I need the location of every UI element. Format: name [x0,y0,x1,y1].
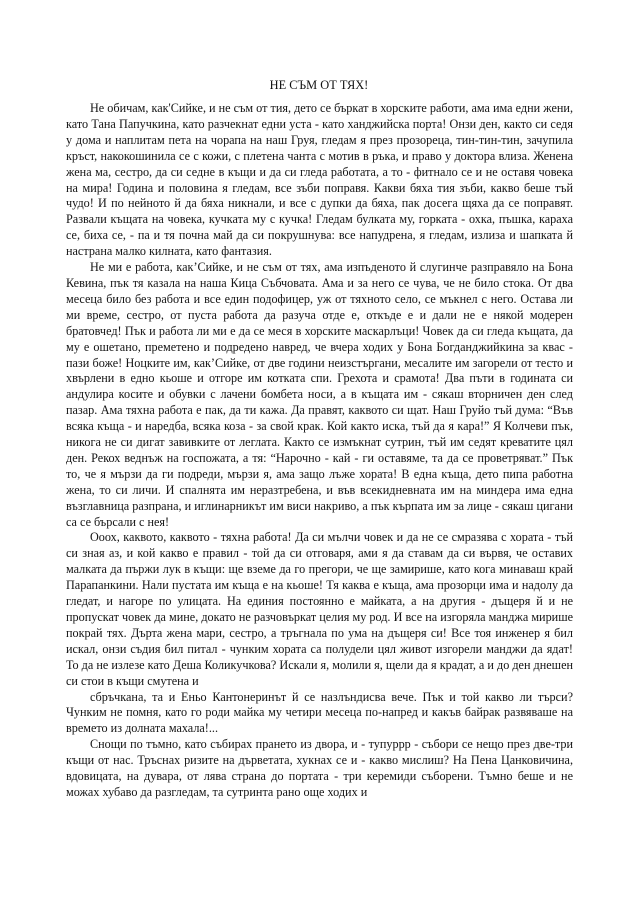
paragraph-4: сбръчкана, та и Еньо Кантонеринът й се назлъндисва вече. Пък и той какво ли търси? Чунким не помня, като го роди майка му четири месеца по-напред и какъв байрак развяваше на времето из долната махала!... [66,689,573,736]
paragraph-1: Не обичам, как'Сийке, и не съм от тия, дето се бъркат в хорските работи, ама има едни жени, като Тана Папучкина, като разчекнат едни уста - като ханджийска порта! Онзи ден, както си седя у дома и наплитам пета на чорапа на наш Груя, гледам я през прозореца, тин-тин-тин, зачупила кръст, накокошинила се с кожи, с плетена чанта с мотив в ръка, и право у доктора влиза. Женена жена ма, сестро, да си седне в къщи и да си гледа работата, а то - фитнало се и не оставя човека на мира! Година и половина я гледам, все зъби поправя. Какви бяха тия зъби, какво беше тъй чудо! И по нейното й да бяха никнали, и все с дупки да бяха, пак досега щяха да се поправят. Развали къщата на човека, кучката му с кучка! Гледам булката му, горката - охка, пъшка, караха се, биха се, - па и тя почна май да си покрушнува: все напудрена, я гледам, излиза и шапката й настрана малко килната, като фантазия. [66,101,573,259]
document-title: НЕ СЪМ ОТ ТЯХ! [269,78,369,92]
paragraph-5: Снощи по тъмно, като събирах прането из двора, и - тупуррр - събори се нещо през две-три къщи от нас. Тръснах ризите на дърветата, хукнах се и - какво мислиш? На Пена Цанковичина, вдовицата, на дувара, от лява страна до портата - три керемиди съборени. Тъмно беше и не можах хубаво да разгледам, та сутринта рано още ходих и [66,737,573,799]
paragraph-3: Ооох, каквото, каквото - тяхна работа! Да си мълчи човек и да не се смразява с хората - тъй си зная аз, и кой какво е правил - той да си отговаря, ами я да ставам да си вървя, че оставих малката да пържи лук в къщи: ще вземе да го прегори, че ще замирише, като кога минаваш край Парапанкини. Нали пустата им къща е на кьоше! Тя каква е къща, ама прозорци има и надолу да гледат, и нагоре по улицата. На единия постоянно е майката, а на другия - дъщеря й и не пропускат човек да мине, докато не разчовъркат целия му род. И все на изгоряла манджа мирише покрай тях. Дъртa жена мари, сестро, а тръгнала по ума на дъщеря си! Все тоя инженер я бил искал, онзи съдия бил питал - чунким хората са полудели цял живот изгорели манджи да ядат! То да не излезе като Деша Коликучкова? Искали я, молили я, щели да я крадат, а и до ден днешен си стои в къщи смутена и [66,530,573,688]
paragraph-2: Не ми е работа, как’Сийке, и не съм от тях, ама изпъденото й слугинче разправяло на Бона Кевина, пък тя казала на наша Кица Събчовата. Ама и за него се чува, че не било стока. От два месеца било без работа и все един подофицер, уж от тяхното село, се мъкнел с него. Остава ли ми време, сестро, от пуста работа да разуча отде е, откъде е и дали не е някой модерен братовчед! Пък и работа ли ми е да се меся в хорските маскарлъци! Човек да си гледа къщата, да му е ошетано, преметено и подредено навред, че вчера ходих у Бона Богданджийкина за квас - пази боже! Ноцките им, как’Сийке, от две години неизстъргани, месалите им загорели от тесто и хвърлени в едно кьоше и отгоре им котката спи. Грехота и срамота! Два пъти в годината си андулира косите и обувки с лачени бомбета носи, а в къщата им - сякаш вторничен ден след пазар. Ама тяхна работа е пак, да ти кажа. Да правят, каквото си щат. Наш Груйо тъй дума: “Във всяка къща - и наредба, всяка коза - за свой крак. Кой както иска, тъй да я кара!” Я Колчеви пък, никога не си дигат завивките от леглата. Както се измъкнат сутрин, тъй им седят креватите цял ден. Рекох веднъж на госпожата, а тя: “Нарочно - кай - ги оставяме, та да се проветряват.” Пък то, че я мързи да ги подреди, мързи я, ама защо лъже хората! В една къща, дето пипа работна жена, то си личи. И спалнята им неразтребена, и във всекидневната им на миндера има една възглавница разпрана, и иглинарникът им виси накриво, а пък кърпата им за лице - сякаш цигани са се бърсали с нея! [66,260,573,529]
document-body [66,101,573,801]
